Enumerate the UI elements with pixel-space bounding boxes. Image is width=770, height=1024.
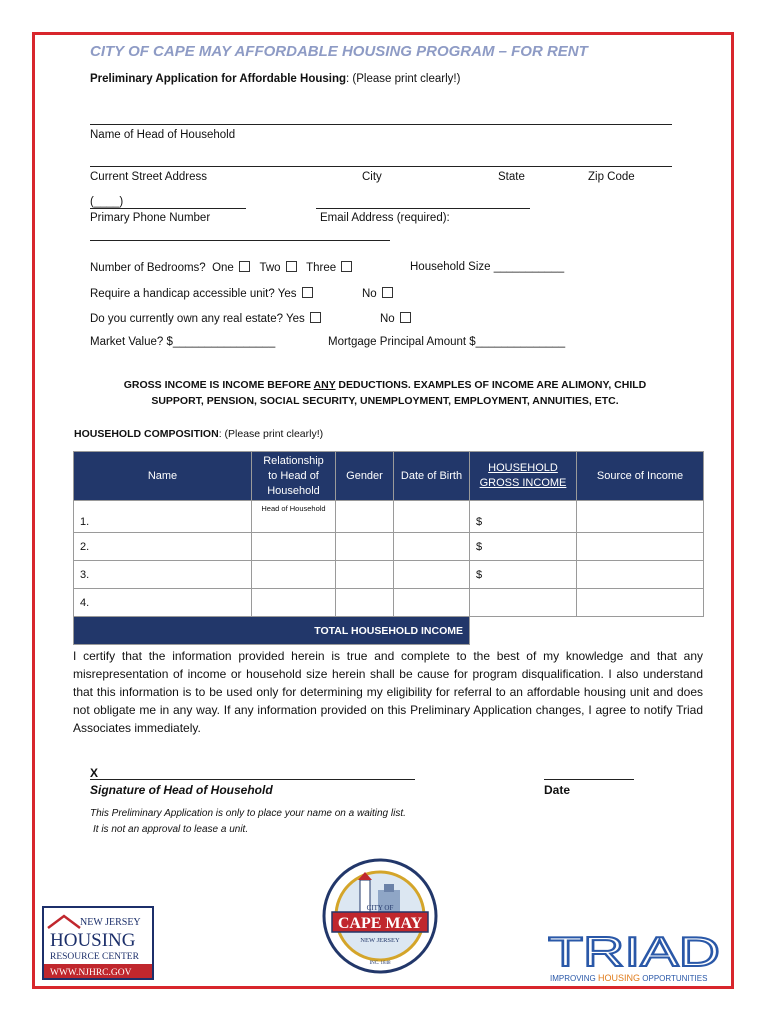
source-cell[interactable] bbox=[577, 589, 704, 617]
handicap-question: Require a handicap accessible unit? Yes bbox=[90, 287, 313, 300]
handicap-no-checkbox[interactable] bbox=[382, 287, 393, 298]
cape-may-seal bbox=[322, 856, 438, 976]
col-name: Name bbox=[74, 452, 252, 501]
address-line[interactable] bbox=[90, 166, 672, 167]
email-line[interactable] bbox=[316, 208, 530, 209]
dob-cell[interactable] bbox=[394, 589, 470, 617]
njhrc-line2: HOUSING bbox=[50, 930, 136, 951]
gender-cell[interactable] bbox=[336, 589, 394, 617]
signature-label: Signature of Head of Household bbox=[90, 783, 273, 797]
phone-line[interactable] bbox=[90, 208, 246, 209]
bedroom-one-checkbox[interactable] bbox=[239, 261, 250, 272]
real-estate-yes-checkbox[interactable] bbox=[310, 312, 321, 323]
source-cell[interactable] bbox=[577, 501, 704, 533]
bedroom-two-checkbox[interactable] bbox=[286, 261, 297, 272]
gender-cell[interactable] bbox=[336, 501, 394, 533]
col-gender: Gender bbox=[336, 452, 394, 501]
date-line[interactable] bbox=[544, 779, 634, 780]
source-cell[interactable] bbox=[577, 561, 704, 589]
bedrooms-question: Number of Bedrooms? One Two Three bbox=[90, 261, 352, 274]
page-title: CITY OF CAPE MAY AFFORDABLE HOUSING PROGRAM – FOR RENT bbox=[90, 43, 588, 60]
real-estate-question: Do you currently own any real estate? Yes bbox=[90, 312, 321, 325]
form-subtitle: Preliminary Application for Affordable Housing: (Please print clearly!) bbox=[90, 73, 461, 85]
col-source: Source of Income bbox=[577, 452, 704, 501]
income-cell[interactable]: $ bbox=[470, 533, 577, 561]
row-number: 3. bbox=[74, 561, 252, 589]
col-gross-income: HOUSEHOLD GROSS INCOME bbox=[470, 452, 577, 501]
street-label: Current Street Address bbox=[90, 171, 207, 183]
phone-area-code: (____) bbox=[90, 196, 124, 208]
gender-cell[interactable] bbox=[336, 561, 394, 589]
table-row bbox=[74, 533, 704, 561]
relationship-cell[interactable] bbox=[252, 533, 336, 561]
city-label: City bbox=[362, 171, 382, 183]
relationship-cell[interactable]: Head of Household bbox=[252, 501, 336, 533]
real-estate-no-checkbox[interactable] bbox=[400, 312, 411, 323]
household-size-field[interactable]: Household Size ___________ bbox=[410, 261, 565, 273]
total-income-label: TOTAL HOUSEHOLD INCOME bbox=[74, 617, 470, 645]
njhrc-line1: NEW JERSEY bbox=[80, 917, 141, 928]
col-dob: Date of Birth bbox=[394, 452, 470, 501]
row-number: 4. bbox=[74, 589, 252, 617]
market-value-field[interactable]: Market Value? $________________ bbox=[90, 336, 276, 348]
row-number: 1. bbox=[74, 501, 252, 533]
triad-tagline: IMPROVING HOUSING OPPORTUNITIES bbox=[550, 973, 708, 983]
handicap-no: No bbox=[362, 287, 393, 300]
income-cell[interactable] bbox=[470, 589, 577, 617]
seal-new-jersey: NEW JERSEY bbox=[360, 937, 400, 944]
income-cell[interactable]: $ bbox=[470, 501, 577, 533]
mortgage-field[interactable]: Mortgage Principal Amount $______________ bbox=[328, 336, 566, 348]
relationship-cell[interactable] bbox=[252, 589, 336, 617]
njhrc-line3: RESOURCE CENTER bbox=[50, 952, 139, 962]
income-cell[interactable]: $ bbox=[470, 561, 577, 589]
triad-logo bbox=[548, 926, 723, 986]
source-cell[interactable] bbox=[577, 533, 704, 561]
seal-inc: INC. 1848 bbox=[369, 961, 391, 966]
handicap-yes-checkbox[interactable] bbox=[302, 287, 313, 298]
signature-line[interactable] bbox=[90, 779, 415, 780]
gender-cell[interactable] bbox=[336, 533, 394, 561]
real-estate-no: No bbox=[380, 312, 411, 325]
phone-label: Primary Phone Number bbox=[90, 212, 211, 224]
triad-wordmark: TRIAD bbox=[548, 928, 720, 975]
zip-label: Zip Code bbox=[588, 171, 635, 183]
gross-income-notice: GROSS INCOME IS INCOME BEFORE ANY DEDUCTIONS. EXAMPLES OF INCOME ARE ALIMONY, CHILD SUPPORT, PENSION, SOCIAL SECURITY, UNEMPLOYMENT, EMPLOYMENT, ANNUITIES, ETC. bbox=[123, 379, 647, 407]
seal-cape-may: CAPE MAY bbox=[337, 915, 423, 932]
state-label: State bbox=[498, 171, 525, 183]
table-row bbox=[74, 561, 704, 589]
dob-cell[interactable] bbox=[394, 501, 470, 533]
seal-city-of: CITY OF bbox=[366, 904, 394, 912]
table-row bbox=[74, 589, 704, 617]
date-label: Date bbox=[544, 783, 571, 797]
table-row bbox=[74, 501, 704, 533]
head-of-household-line[interactable] bbox=[90, 124, 672, 125]
bedroom-three-checkbox[interactable] bbox=[341, 261, 352, 272]
head-of-household-label: Name of Head of Household bbox=[90, 129, 236, 141]
approval-note: It is not an approval to lease a unit. bbox=[93, 824, 249, 835]
col-relationship: Relationship to Head of Household bbox=[252, 452, 336, 501]
dob-cell[interactable] bbox=[394, 533, 470, 561]
waiting-list-note: This Preliminary Application is only to place your name on a waiting list. bbox=[90, 808, 406, 819]
email-label: Email Address (required): bbox=[320, 212, 450, 224]
relationship-cell[interactable] bbox=[252, 561, 336, 589]
household-composition-heading: HOUSEHOLD COMPOSITION: (Please print clearly!) bbox=[74, 428, 324, 440]
njhrc-logo bbox=[42, 906, 154, 980]
household-table bbox=[73, 451, 704, 645]
certification-text: I certify that the information provided herein is true and complete to the best of my knowledge and that any misrepresentation of income or household size herein shall be cause for program disqualification. I also understand that this information is to be used only for determining my eligibility for referral to an affordable housing unit and does not obligate me in any way. If any information provided on this Preliminary Application changes, I agree to notify Triad Associates immediately. bbox=[73, 649, 703, 735]
signature-x: X bbox=[90, 766, 99, 780]
njhrc-url: WWW.NJHRC.GOV bbox=[50, 968, 132, 978]
dob-cell[interactable] bbox=[394, 561, 470, 589]
total-income-value[interactable] bbox=[470, 617, 704, 645]
row-number: 2. bbox=[74, 533, 252, 561]
email-continuation-line[interactable] bbox=[90, 240, 390, 241]
